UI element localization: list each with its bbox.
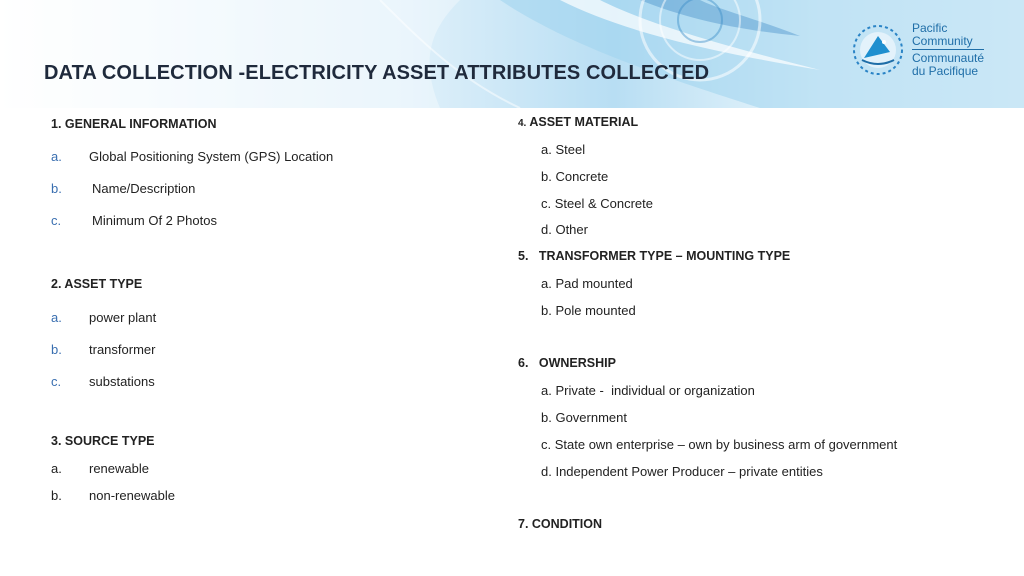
section-heading-general: 1. GENERAL INFORMATION xyxy=(51,117,217,131)
list-marker: c. xyxy=(51,374,62,389)
logo-text-fr-2: du Pacifique xyxy=(912,63,979,78)
section-heading-asset-material xyxy=(518,115,638,129)
logo-text-fr-1: Communauté xyxy=(912,51,985,65)
list-item: c. State own enterprise – own by business arm of government xyxy=(541,437,898,452)
list-marker: a. xyxy=(51,310,62,325)
list-item: Global Positioning System (GPS) Location xyxy=(89,149,334,164)
list-item: substations xyxy=(89,374,155,389)
pacific-community-logo xyxy=(850,22,1010,82)
list-item: a. Steel xyxy=(541,142,586,157)
logo-text-en-2: Community xyxy=(912,33,973,48)
section-heading-ownership: 6. OWNERSHIP xyxy=(518,356,616,370)
list-item: b. Concrete xyxy=(541,169,609,184)
section-heading-text: ASSET MATERIAL xyxy=(529,115,639,129)
list-item: d. Independent Power Producer – private entities xyxy=(541,464,823,479)
section-heading-source-type: 3. SOURCE TYPE xyxy=(51,434,155,448)
section-number: 4. xyxy=(518,118,527,129)
list-marker: c. xyxy=(51,213,62,228)
list-item: power plant xyxy=(89,310,157,325)
list-item: a. Pad mounted xyxy=(541,276,633,291)
list-marker: b. xyxy=(51,342,62,357)
list-marker: a. xyxy=(51,461,62,476)
list-item: non-renewable xyxy=(89,488,176,503)
list-marker: b. xyxy=(51,488,62,503)
page-title: DATA COLLECTION -ELECTRICITY ASSET ATTRIBUTES COLLECTED xyxy=(44,62,710,84)
list-item: a. Private - individual or organization xyxy=(541,383,755,398)
list-item: b. Pole mounted xyxy=(541,303,636,318)
pacific-community-emblem-icon xyxy=(850,22,906,78)
list-item: b. Government xyxy=(541,410,627,425)
list-item: Minimum Of 2 Photos xyxy=(92,213,217,228)
logo-text-en-1: Pacific xyxy=(912,21,948,35)
list-item: c. Steel & Concrete xyxy=(541,196,653,211)
list-item: Name/Description xyxy=(92,181,196,196)
list-item: renewable xyxy=(89,461,149,476)
list-marker: a. xyxy=(51,149,62,164)
list-marker: b. xyxy=(51,181,62,196)
section-heading-condition: 7. CONDITION xyxy=(518,517,603,531)
list-item: d. Other xyxy=(541,222,588,237)
section-heading-transformer-type: 5. TRANSFORMER TYPE – MOUNTING TYPE xyxy=(518,249,791,263)
section-heading-asset-type: 2. ASSET TYPE xyxy=(51,277,143,291)
list-item: transformer xyxy=(89,342,156,357)
